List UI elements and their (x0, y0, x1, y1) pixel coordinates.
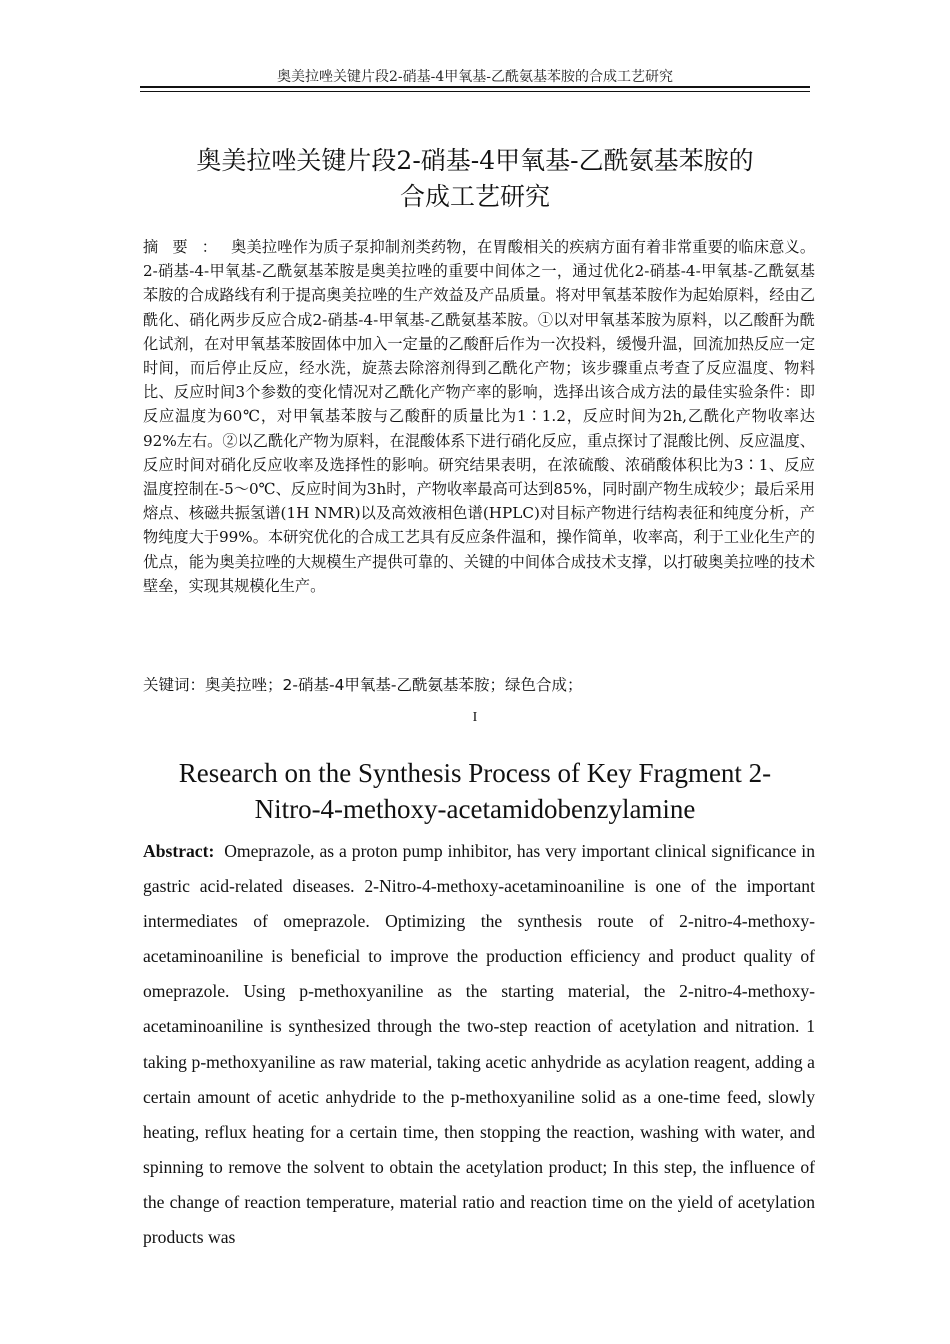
english-abstract-text: Omeprazole, as a proton pump inhibitor, has very important clinical significance in gastric acid-related diseases. 2-Nitro-4-methoxy-acetaminoaniline is one of the important intermediates of omeprazole. Optimizing the synthesis route of 2-nitro-4-methoxy-acetaminoaniline is beneficial to improve the production efficiency and product quality of omeprazole. Using p-methoxyaniline as the starting material, the 2-nitro-4-methoxy-acetaminoaniline is synthesized through the two-step reaction of acetylation and nitration. 1 taking p-methoxyaniline as raw material, taking acetic anhydride as acylation reagent, adding a certain amount of acetic anhydride to the p-methoxyaniline solid as a one-time feed, slowly heating, reflux heating for a certain time, then stopping the reaction, washing with water, and spinning to remove the solvent to obtain the acetylation product; In this step, the influence of the change of reaction temperature, material ratio and reaction time on the yield of acetylation products was (143, 841, 815, 1248)
chinese-abstract-text: 奥美拉唑作为质子泵抑制剂类药物，在胃酸相关的疾病方面有着非常重要的临床意义。2-硝基-4-甲氧基-乙酰氨基苯胺是奥美拉唑的重要中间体之一，通过优化2-硝基-4-甲氧基-乙酰氨基苯胺的合成路线有利于提高奥美拉唑的生产效益及产品质量。将对甲氧基苯胺作为起始原料，经由乙酰化、硝化两步反应合成2-硝基-4-甲氧基-乙酰氨基苯胺。①以对甲氧基苯胺为原料，以乙酸酐为酰化试剂，在对甲氧基苯胺固体中加入一定量的乙酸酐后作为一次投料，缓慢升温，回流加热反应一定时间，而后停止反应，经水洗，旋蒸去除溶剂得到乙酰化产物；该步骤重点考查了反应温度、物料比、反应时间3个参数的变化情况对乙酰化产物产率的影响，选择出该合成方法的最佳实验条件：即反应温度为60℃，对甲氧基苯胺与乙酸酐的质量比为1∶1.2，反应时间为2h,乙酰化产物收率达92%左右。②以乙酰化产物为原料，在混酸体系下进行硝化反应，重点探讨了混酸比例、反应温度、反应时间对硝化反应收率及选择性的影响。研究结果表明，在浓硫酸、浓硝酸体积比为3∶1、反应温度控制在-5～0℃、反应时间为3h时，产物收率最高可达到85%，同时副产物生成较少；最后采用熔点、核磁共振氢谱(1H NMR)以及高效液相色谱(HPLC)对目标产物进行结构表征和纯度分析，产物纯度大于99%。本研究优化的合成工艺具有反应条件温和，操作简单，收率高，利于工业化生产的优点，能为奥美拉唑的大规模生产提供可靠的、关键的中间体合成技术支撑，以打破奥美拉唑的技术壁垒，实现其规模化生产。 (143, 238, 816, 595)
english-abstract (143, 834, 815, 1255)
english-abstract-label: Abstract: (143, 841, 215, 861)
english-title-line-1: Research on the Synthesis Process of Key Fragment 2- (178, 758, 772, 788)
chinese-abstract-label: 摘要： (143, 238, 232, 256)
header-rule-thick (140, 86, 810, 88)
chinese-title-line-2: 合成工艺研究 (399, 182, 550, 211)
chinese-keywords-text: 奥美拉唑；2-硝基-4甲氧基-乙酰氨基苯胺；绿色合成； (205, 676, 583, 694)
english-title-line-2: Nitro-4-methoxy-acetamidobenzylamine (254, 794, 696, 824)
chinese-abstract (143, 235, 815, 598)
page-number: I (472, 710, 478, 725)
chinese-keywords (143, 673, 815, 697)
running-header: 奥美拉唑关键片段2-硝基-4甲氧基-乙酰氨基苯胺的合成工艺研究 (276, 69, 673, 85)
english-title (140, 755, 810, 827)
chinese-title-line-1: 奥美拉唑关键片段2-硝基-4甲氧基-乙酰氨基苯胺的 (196, 146, 754, 175)
chinese-keywords-label: 关键词： (143, 676, 206, 694)
chinese-title (140, 143, 810, 215)
header-rule-thin (140, 91, 810, 92)
